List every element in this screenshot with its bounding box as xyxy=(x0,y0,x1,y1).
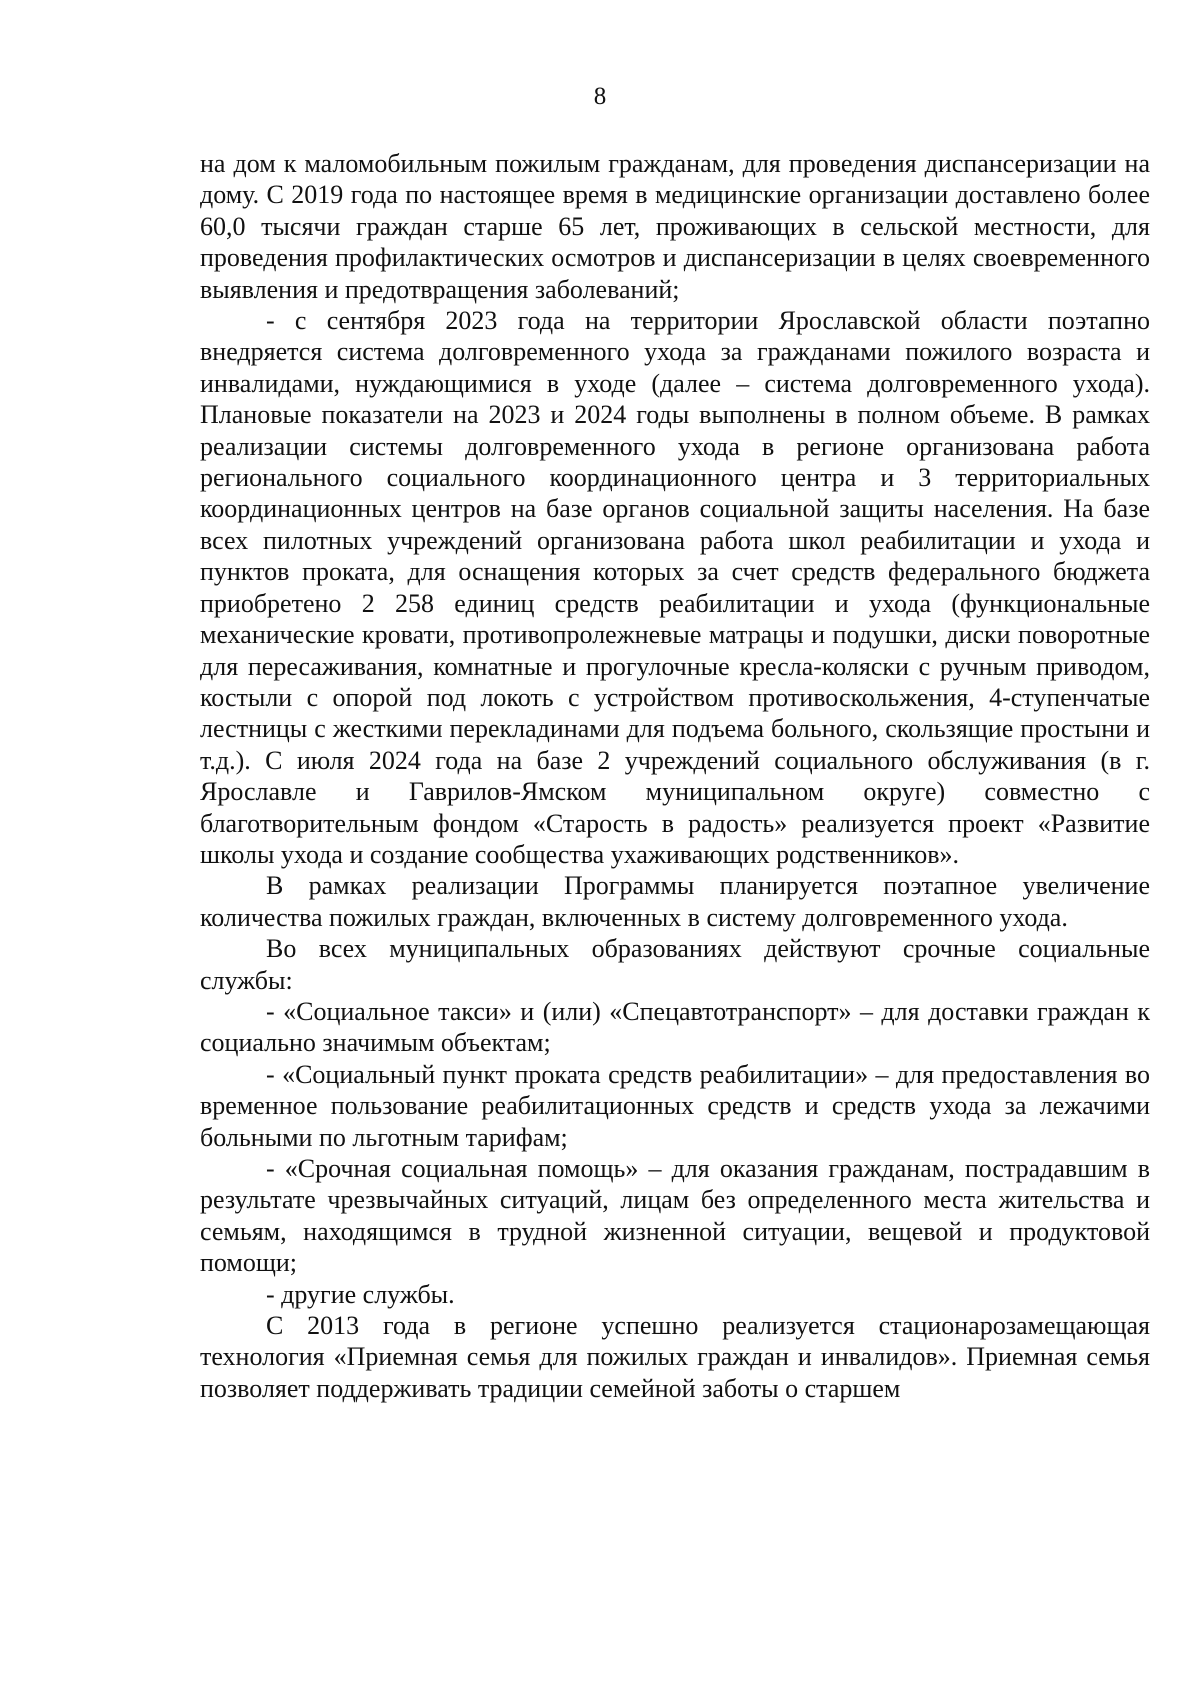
list-item-urgent-help: - «Срочная социальная помощь» – для оказания гражданам, пострадавшим в результате чрезвычайных ситуаций, лицам без определенного места жительства и семьям, находящимся в трудной жизненной ситуации, вещевой и продуктовой помощи; xyxy=(200,1154,1150,1278)
paragraph-urgent-services: Во всех муниципальных образованиях действуют срочные социальные службы: xyxy=(200,934,1150,995)
paragraph-foster-family: С 2013 года в регионе успешно реализуется стационарозамещающая технология «Приемная семья для пожилых граждан и инвалидов». Приемная семья позволяет поддерживать традиции семейной заботы о старшем xyxy=(200,1311,1150,1403)
paragraph-continuation: на дом к маломобильным пожилым гражданам, для проведения диспансеризации на дому. С 2019 года по настоящее время в медицинские организации доставлено более 60,0 тысячи граждан старше 65 лет, проживающих в сельской местности, для проведения профилактических осмотров и диспансеризации в целях своевременного выявления и предотвращения заболеваний; xyxy=(200,149,1150,304)
list-item-rental-point: - «Социальный пункт проката средств реабилитации» – для предоставления во временное пользование реабилитационных средств и средств ухода за лежачими больными по льготным тарифам; xyxy=(200,1059,1150,1152)
document-body xyxy=(200,148,1150,1404)
list-item-social-taxi: - «Социальное такси» и (или) «Спецавтотранспорт» – для доставки граждан к социально значимым объектам; xyxy=(200,996,1150,1058)
paragraph-program-plan: В рамках реализации Программы планируется поэтапное увеличение количества пожилых граждан, включенных в систему долговременного ухода. xyxy=(200,871,1150,932)
list-item-other-services: - другие службы. xyxy=(266,1279,455,1309)
page-number: 8 xyxy=(593,83,607,110)
paragraph-long-term-care: - с сентября 2023 года на территории Ярославской области поэтапно внедряется система долговременного ухода за гражданами пожилого возраста и инвалидами, нуждающимися в уходе (далее – система долговременного ухода). Плановые показатели на 2023 и 2024 годы выполнены в полном объеме. В рамках реализации системы долговременного ухода в регионе организована работа регионального социального координационного центра и 3 территориальных координационных центров на базе органов социальной защиты населения. На базе всех пилотных учреждений организована работа школ реабилитации и ухода и пунктов проката, для оснащения которых за счет средств федерального бюджета приобретено 2 258 единиц средств реабилитации и ухода (функциональные механические кровати, противопролежневые матрацы и подушки, диски поворотные для пересаживания, комнатные и прогулочные кресла-коляски с ручным приводом, костыли с опорой под локоть с устройством противоскольжения, 4-ступенчатые лестницы с жесткими перекладинами для подъема больного, скользящие простыни и т.д.). С июля 2024 года на базе 2 учреждений социального обслуживания (в г. Ярославле и Гаврилов-Ямском муниципальном округе) совместно с благотворительным фондом «Старость в радость» реализуется проект «Развитие школы ухода и создание сообщества ухаживающих родственников». xyxy=(200,306,1150,869)
